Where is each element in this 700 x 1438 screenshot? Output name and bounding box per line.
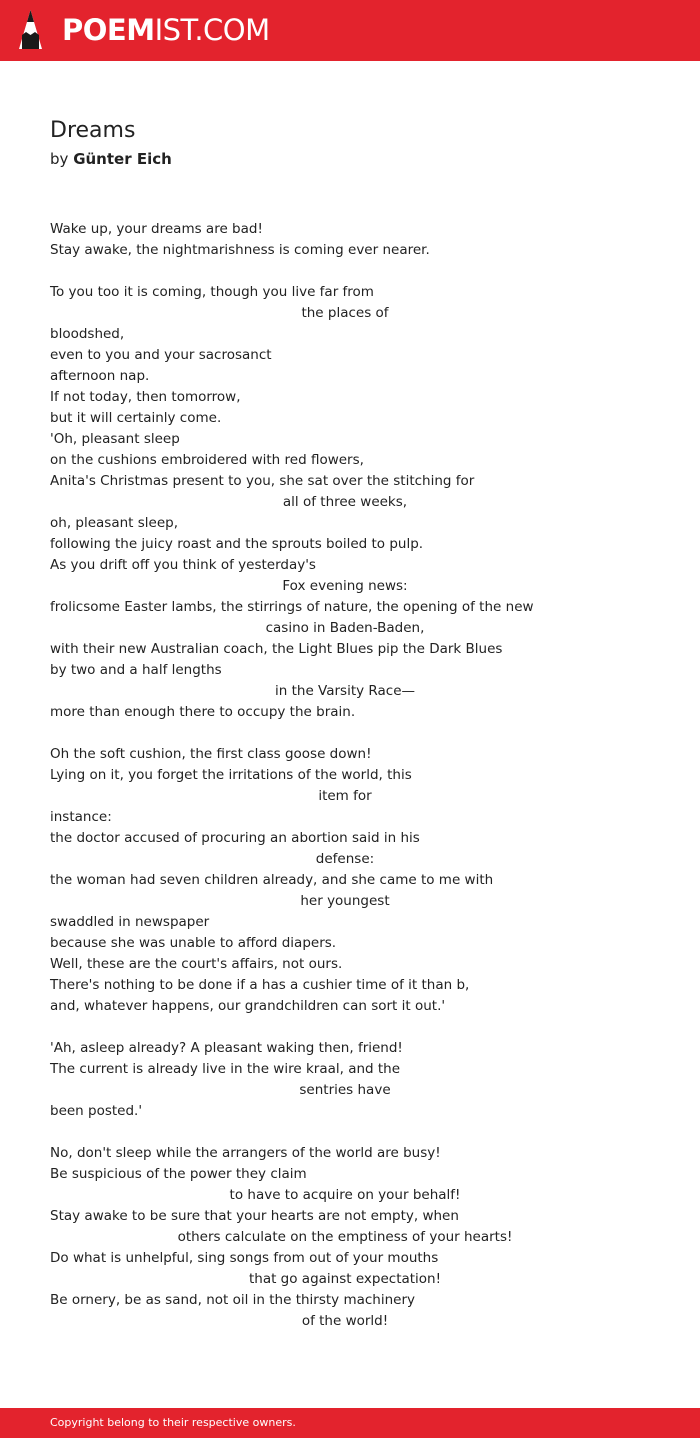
poem-line: more than enough there to occupy the brain. bbox=[50, 704, 356, 720]
author-name[interactable]: Günter Eich bbox=[73, 150, 172, 168]
poem-line: defense: bbox=[315, 851, 375, 867]
poem-line: in the Varsity Race— bbox=[275, 683, 415, 699]
poem-line: To you too it is coming, though you live far from bbox=[50, 284, 374, 300]
poem-line: 'Oh, pleasant sleep bbox=[50, 431, 180, 447]
poem-line: afternoon nap. bbox=[50, 368, 150, 384]
poem-body bbox=[50, 219, 660, 1332]
poem-line: the doctor accused of procuring an abortion said in his bbox=[50, 830, 420, 846]
poem-line: sentries have bbox=[299, 1082, 391, 1098]
poem-line: the woman had seven children already, and she came to me with bbox=[50, 872, 494, 888]
poem-line: Stay awake, the nightmarishness is coming ever nearer. bbox=[50, 242, 430, 258]
poem-line: As you drift off you think of yesterday's bbox=[50, 557, 316, 573]
poem-line: No, don't sleep while the arrangers of the world are busy! bbox=[50, 1145, 441, 1161]
poem-line: on the cushions embroidered with red flowers, bbox=[50, 452, 364, 468]
poem-line: her youngest bbox=[300, 893, 390, 909]
by-label: by bbox=[50, 150, 69, 168]
poem-line: Wake up, your dreams are bad! bbox=[50, 221, 263, 237]
poem-line: Be suspicious of the power they claim bbox=[50, 1166, 307, 1182]
poem-byline bbox=[50, 148, 172, 170]
poem-line: Fox evening news: bbox=[282, 578, 408, 594]
poem-line: Well, these are the court's affairs, not ours. bbox=[50, 956, 343, 972]
poem-line: casino in Baden-Baden, bbox=[265, 620, 425, 636]
poem-line: that go against expectation! bbox=[248, 1271, 442, 1287]
poem-line: and, whatever happens, our grandchildren can sort it out.' bbox=[50, 998, 446, 1014]
stanza-break bbox=[50, 1017, 660, 1038]
stanza-break bbox=[50, 1122, 660, 1143]
poem-line: of the world! bbox=[301, 1313, 389, 1329]
poem-line: because she was unable to afford diapers. bbox=[50, 935, 337, 951]
poem-line: 'Ah, asleep already? A pleasant waking then, friend! bbox=[50, 1040, 403, 1056]
stanza-break bbox=[50, 261, 660, 282]
site-footer bbox=[0, 1408, 700, 1438]
poem-line: The current is already live in the wire kraal, and the bbox=[50, 1061, 401, 1077]
poem-line: bloodshed, bbox=[50, 326, 125, 342]
poem-line: Anita's Christmas present to you, she sat over the stitching for bbox=[50, 473, 475, 489]
poem-line: Be ornery, be as sand, not oil in the thirsty machinery bbox=[50, 1292, 416, 1308]
poem-line: If not today, then tomorrow, bbox=[50, 389, 241, 405]
poem-line: by two and a half lengths bbox=[50, 662, 222, 678]
site-logo[interactable] bbox=[62, 14, 270, 46]
poem-line: to have to acquire on your behalf! bbox=[229, 1187, 461, 1203]
poem-line: item for bbox=[318, 788, 372, 804]
poem-line: Do what is unhelpful, sing songs from out of your mouths bbox=[50, 1250, 439, 1266]
logo-bold-text: POEM bbox=[62, 13, 155, 47]
poem-line: frolicsome Easter lambs, the stirrings of nature, the opening of the new bbox=[50, 599, 534, 615]
poem-line: Stay awake to be sure that your hearts are not empty, when bbox=[50, 1208, 459, 1224]
poem-title: Dreams bbox=[50, 118, 136, 143]
poem-line: swaddled in newspaper bbox=[50, 914, 210, 930]
poem-line: with their new Australian coach, the Light Blues pip the Dark Blues bbox=[50, 641, 503, 657]
stanza-break bbox=[50, 723, 660, 744]
poem-line: Oh the soft cushion, the first class goose down! bbox=[50, 746, 372, 762]
poem-line: the places of bbox=[301, 305, 389, 321]
pencil-tip-icon[interactable] bbox=[18, 9, 43, 51]
poem-line: others calculate on the emptiness of your hearts! bbox=[177, 1229, 513, 1245]
poem-line: all of three weeks, bbox=[282, 494, 408, 510]
poem-line: instance: bbox=[50, 809, 112, 825]
poem-line: but it will certainly come. bbox=[50, 410, 222, 426]
poem-line: oh, pleasant sleep, bbox=[50, 515, 178, 531]
poem-line: been posted.' bbox=[50, 1103, 143, 1119]
poem-line: even to you and your sacrosanct bbox=[50, 347, 272, 363]
logo-light-text: IST.COM bbox=[154, 13, 270, 47]
site-header bbox=[0, 0, 700, 61]
poem-line: following the juicy roast and the sprouts boiled to pulp. bbox=[50, 536, 424, 552]
copyright-text: Copyright belong to their respective owners. bbox=[50, 1416, 296, 1429]
poem-line: Lying on it, you forget the irritations of the world, this bbox=[50, 767, 412, 783]
poem-line: There's nothing to be done if a has a cushier time of it than b, bbox=[50, 977, 470, 993]
